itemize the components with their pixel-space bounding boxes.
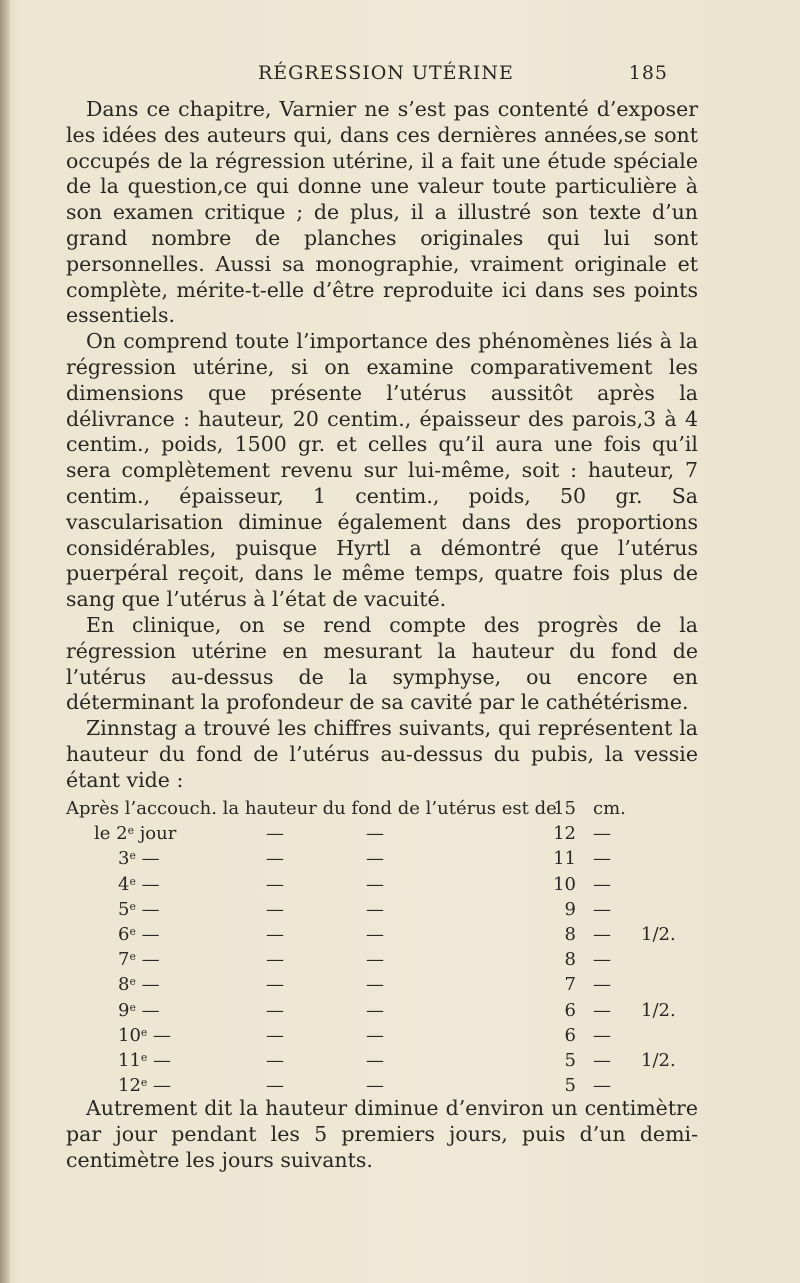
table-row <box>66 998 716 1023</box>
binding-shadow <box>0 0 10 1283</box>
day-label: 12e — <box>118 1075 172 1097</box>
paragraph: Zinnstag a trouvé les chiffres suivants, qui représentent la hauteur du fond de l’utérus au-dessus du pubis, la vessie étant vide : <box>66 716 698 792</box>
height-value: 5 <box>564 1075 576 1097</box>
table-row <box>66 947 716 972</box>
table-rows <box>66 821 716 1098</box>
day-label: 4e — <box>118 873 160 895</box>
unit-ditto: — <box>593 873 611 895</box>
fraction-value: 1/2. <box>641 1049 676 1071</box>
fraction-value: 1/2. <box>641 923 676 945</box>
height-value: 7 <box>564 974 576 996</box>
table-row <box>66 821 716 846</box>
day-label: le 2e jour <box>94 823 177 845</box>
day-label: 9e — <box>118 999 160 1021</box>
ditto-mark: — <box>366 974 384 996</box>
ditto-mark: — <box>366 1024 384 1046</box>
height-value: 6 <box>564 1024 576 1046</box>
height-value: 5 <box>564 1049 576 1071</box>
day-label: 5e — <box>118 898 160 920</box>
closing-text <box>66 1096 698 1173</box>
ditto-mark: — <box>266 974 284 996</box>
unit-ditto: — <box>593 974 611 996</box>
running-title: RÉGRESSION UTÉRINE <box>258 62 514 84</box>
paragraph: Dans ce chapitre, Varnier ne s’est pas contenté d’exposer les idées des auteurs qui, dans ces dernières années,se sont occupés de la régression utérine, il a fait une étude spéciale de la question,ce qui donne une valeur toute particulière à son examen critique ; de plus, il a illustré son texte d’un grand nombre de planches originales qui lui sont personnelles. Aussi sa monographie, vraiment originale et complète, mérite-t-elle d’être reproduite ici dans ses points essentiels. <box>66 97 698 328</box>
ditto-mark: — <box>266 823 284 845</box>
height-value: 11 <box>553 848 576 870</box>
height-value: 12 <box>553 823 576 845</box>
table-header-row <box>66 796 716 821</box>
ditto-mark: — <box>366 1075 384 1097</box>
unit-ditto: — <box>593 949 611 971</box>
table-row <box>66 1073 716 1098</box>
table-row <box>66 1023 716 1048</box>
measurement-table <box>66 796 716 1098</box>
paragraph: On comprend toute l’importance des phénomènes liés à la régression utérine, si on examine comparativement les dimensions que présente l’utérus aussitôt après la délivrance : hauteur, 20 centim., épaisseur des parois,3 à 4 centim., poids, 1500 gr. et celles qu’il aura une fois qu’il sera complètement revenu sur lui-même, soit : hauteur, 7 centim., épaisseur, 1 centim., poids, 50 gr. Sa vascularisation diminue également dans des proportions considérables, puisque Hyrtl a démontré que l’utérus puerpéral reçoit, dans le même temps, quatre fois plus de sang que l’utérus à l’état de vacuité. <box>66 329 698 612</box>
ditto-mark: — <box>366 848 384 870</box>
ditto-mark: — <box>366 1049 384 1071</box>
fraction-value: 1/2. <box>641 999 676 1021</box>
day-label: 3e — <box>118 848 160 870</box>
table-first-value: 15 <box>553 798 576 819</box>
unit-ditto: — <box>593 848 611 870</box>
ditto-mark: — <box>366 898 384 920</box>
ditto-mark: — <box>366 923 384 945</box>
ditto-mark: — <box>266 949 284 971</box>
unit-ditto: — <box>593 1024 611 1046</box>
paragraph: En clinique, on se rend compte des progrès de la régression utérine en mesurant la hauteur du fond de l’utérus au-dessus de la symphyse, ou encore en déterminant la profondeur de sa cavité par le cathétérisme. <box>66 612 698 715</box>
ditto-mark: — <box>366 873 384 895</box>
ditto-mark: — <box>266 848 284 870</box>
ditto-mark: — <box>366 949 384 971</box>
ditto-mark: — <box>266 1075 284 1097</box>
table-row <box>66 922 716 947</box>
height-value: 8 <box>564 923 576 945</box>
day-label: 8e — <box>118 974 160 996</box>
unit-ditto: — <box>593 999 611 1021</box>
ditto-mark: — <box>266 873 284 895</box>
unit-ditto: — <box>593 1049 611 1071</box>
height-value: 6 <box>564 999 576 1021</box>
page-number: 185 <box>628 62 668 84</box>
ditto-mark: — <box>366 823 384 845</box>
day-label: 11e — <box>118 1049 172 1071</box>
ditto-mark: — <box>266 999 284 1021</box>
unit-ditto: — <box>593 923 611 945</box>
height-value: 8 <box>564 949 576 971</box>
ditto-mark: — <box>266 898 284 920</box>
unit-ditto: — <box>593 823 611 845</box>
ditto-mark: — <box>366 999 384 1021</box>
ditto-mark: — <box>266 1024 284 1046</box>
day-label: 7e — <box>118 949 160 971</box>
body-text <box>66 97 698 794</box>
height-value: 10 <box>553 873 576 895</box>
ditto-mark: — <box>266 1049 284 1071</box>
table-row <box>66 872 716 897</box>
table-row <box>66 897 716 922</box>
page-header <box>240 62 680 90</box>
unit-ditto: — <box>593 1075 611 1097</box>
table-unit: cm. <box>593 798 626 819</box>
unit-ditto: — <box>593 898 611 920</box>
height-value: 9 <box>564 898 576 920</box>
day-label: 6e — <box>118 923 160 945</box>
table-row <box>66 846 716 871</box>
day-label: 10e — <box>118 1024 172 1046</box>
paragraph: Autrement dit la hauteur diminue d’environ un centimètre par jour pendant les 5 premiers jours, puis d’un demi-centimètre les jours suivants. <box>66 1096 698 1172</box>
table-lead-text: Après l’accouch. la hauteur du fond de l’utérus est de <box>66 798 557 819</box>
ditto-mark: — <box>266 923 284 945</box>
table-row <box>66 972 716 997</box>
table-row <box>66 1048 716 1073</box>
